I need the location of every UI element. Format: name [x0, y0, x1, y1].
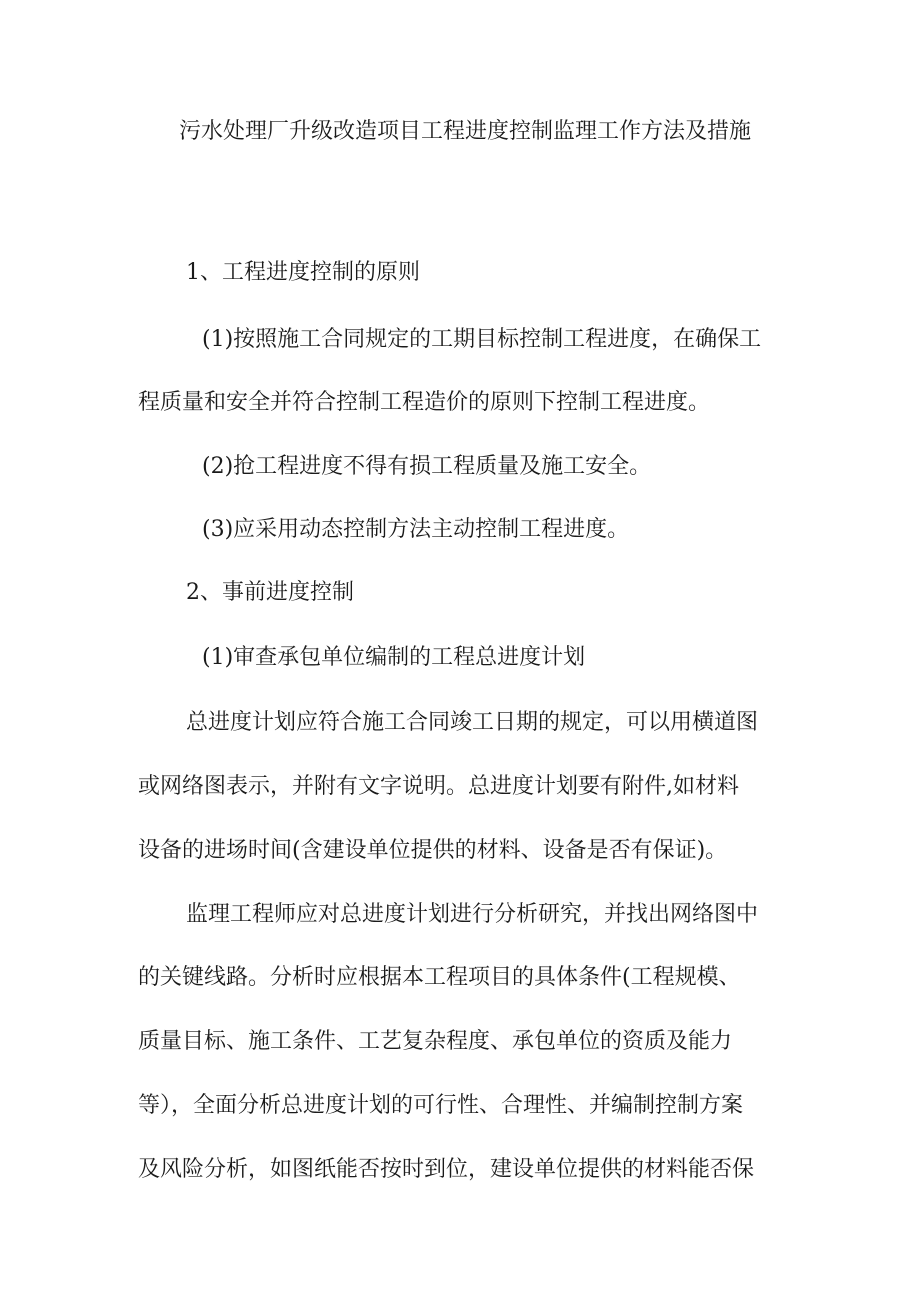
- paragraph-line: 及风险分析，如图纸能否按时到位，建设单位提供的材料能否保: [138, 1157, 755, 1182]
- section-heading-2: 2、事前进度控制: [186, 580, 354, 605]
- paragraph-line: 等），全面分析总进度计划的可行性、合理性、并编制控制方案: [138, 1093, 744, 1118]
- document-title: 污水处理厂升级改造项目工程进度控制监理工作方法及措施: [178, 119, 751, 144]
- paragraph-line: 总进度计划应符合施工合同竣工日期的规定，可以用横道图: [186, 710, 759, 735]
- paragraph-line: (1)按照施工合同规定的工期目标控制工程进度，在确保工: [202, 327, 762, 352]
- paragraph-line: 的关键线路。分析时应根据本工程项目的具体条件(工程规模、: [138, 965, 741, 990]
- paragraph-line: 设备的进场时间(含建设单位提供的材料、设备是否有保证)。: [138, 838, 728, 863]
- section-heading-1: 1、工程进度控制的原则: [186, 260, 420, 285]
- paragraph-line: (1)审查承包单位编制的工程总进度计划: [202, 645, 586, 670]
- paragraph-line: 监理工程师应对总进度计划进行分析研究，并找出网络图中: [186, 902, 759, 927]
- paragraph-line: 质量目标、施工条件、工艺复杂程度、承包单位的资质及能力: [138, 1029, 733, 1054]
- paragraph-line: 程质量和安全并符合控制工程造价的原则下控制工程进度。: [138, 390, 711, 415]
- paragraph-line: (3)应采用动态控制方法主动控制工程进度。: [202, 517, 630, 542]
- paragraph-line: (2)抢工程进度不得有损工程质量及施工安全。: [202, 454, 652, 479]
- paragraph-line: 或网络图表示，并附有文字说明。总进度计划要有附件,如材料: [138, 774, 739, 799]
